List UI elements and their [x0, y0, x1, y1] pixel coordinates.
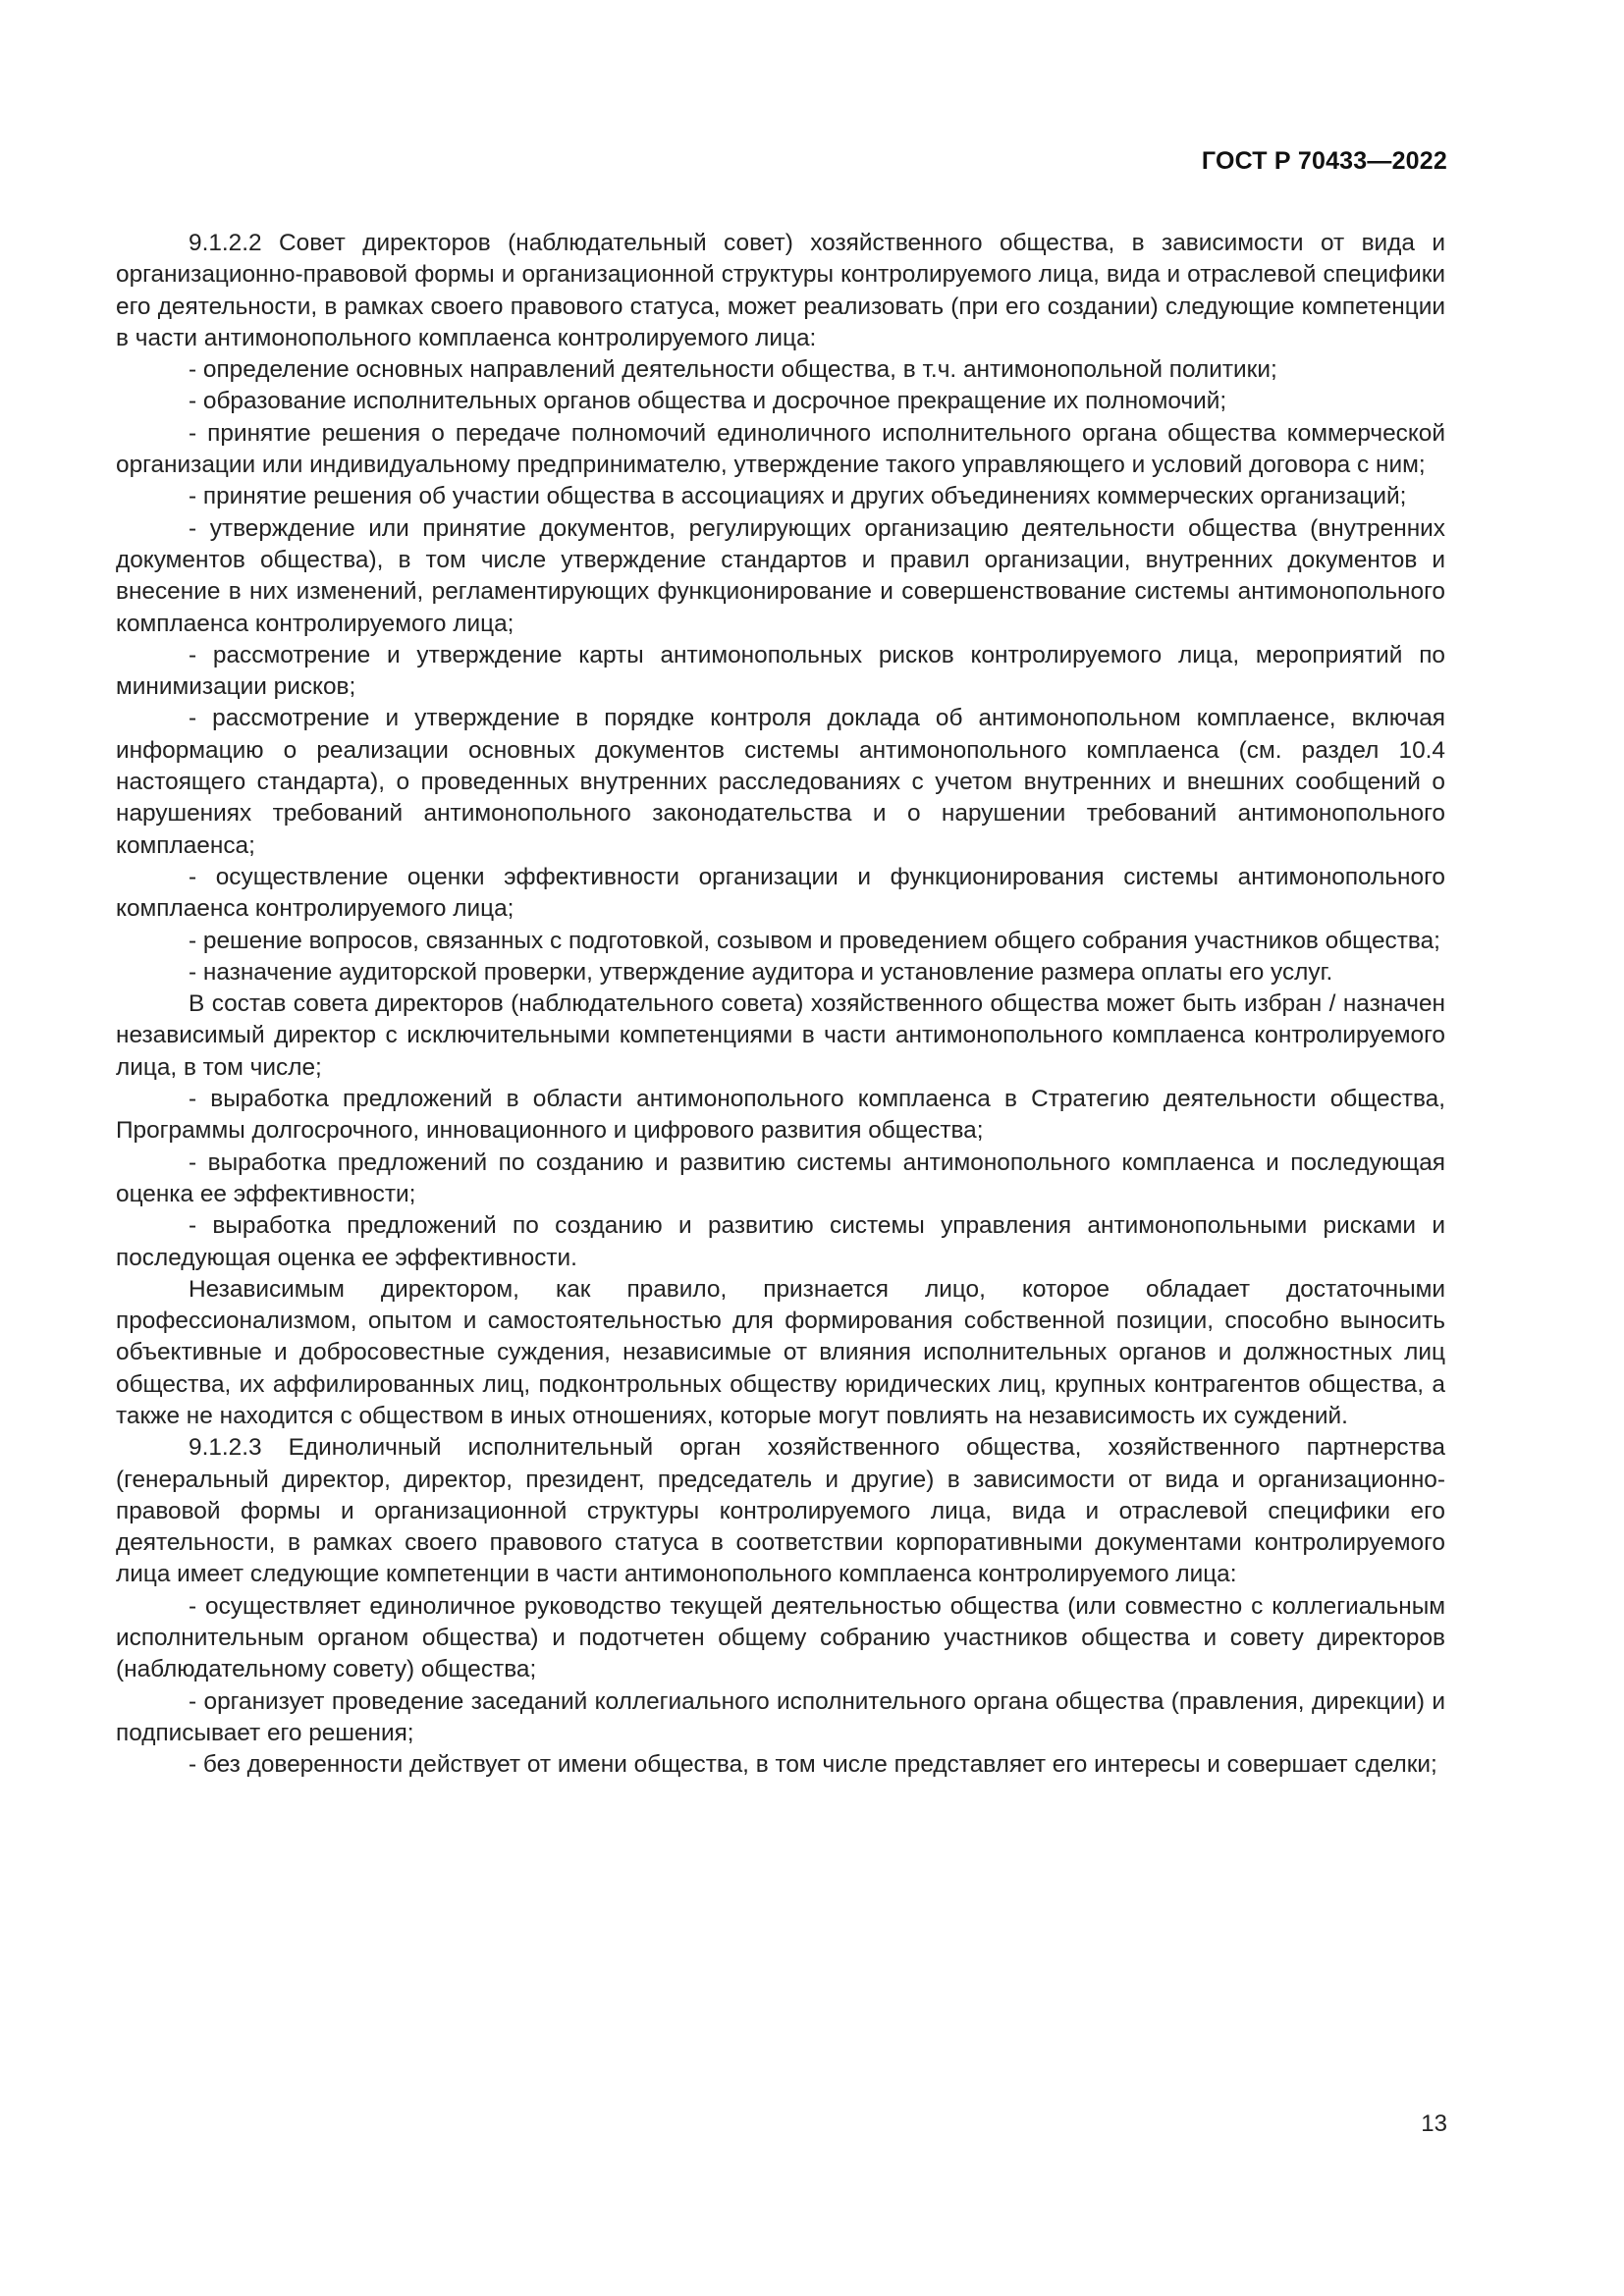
- list-item: - утверждение или принятие документов, регулирующих организацию деятельности общества (внутренних документов общества), в том числе утверждение стандартов и правил организации, внутренних документов и внесение в них изменений, регламентирующих функционирование и совершенствование системы антимонопольного комплаенса контролируемого лица;: [116, 514, 1445, 637]
- list-item: - рассмотрение и утверждение в порядке контроля доклада об антимонопольном комплаенсе, включая информацию о реализации основных документов системы антимонопольного комплаенса (см. раздел 10.4 настоящего стандарта), о проведенных внутренних расследованиях с учетом внутренних и внешних сообщений о нарушениях требований антимонопольного законодательства и о нарушении требований антимонопольного комплаенса;: [116, 705, 1445, 859]
- document-body: [116, 228, 1445, 1782]
- list-item: - без доверенности действует от имени общества, в том числе представляет его интересы и совершает сделки;: [189, 1751, 1437, 1779]
- paragraph: 9.1.2.2 Совет директоров (наблюдательный совет) хозяйственного общества, в зависимости от вида и организационно-правовой формы и организационной структуры контролируемого лица, вида и отраслевой специфики его деятельности, в рамках своего правового статуса, может реализовать (при его создании) следующие компетенции в части антимонопольного комплаенса контролируемого лица:: [116, 230, 1445, 351]
- paragraph: 9.1.2.3 Единоличный исполнительный орган хозяйственного общества, хозяйственного партнерства (генеральный директор, директор, президент, председатель и другие) в зависимости от вида и организационно-правовой формы и организационной структуры контролируемого лица, вида и отраслевой специфики его деятельности, в рамках своего правового статуса в соответствии корпоративными документами контролируемого лица имеет следующие компетенции в части антимонопольного комплаенса контролируемого лица:: [116, 1434, 1445, 1588]
- list-item: - решение вопросов, связанных с подготовкой, созывом и проведением общего собрания участников общества;: [189, 927, 1440, 954]
- list-item: - выработка предложений по созданию и развитию системы управления антимонопольными рисками и последующая оценка ее эффективности.: [116, 1212, 1445, 1271]
- list-item: - принятие решения о передаче полномочий единоличного исполнительного органа общества коммерческой организации или индивидуальному предпринимателю, утверждение такого управляющего и условий договора с ним;: [116, 419, 1445, 479]
- list-item: - организует проведение заседаний коллегиального исполнительного органа общества (правления, дирекции) и подписывает его решения;: [116, 1687, 1445, 1746]
- list-item: - осуществление оценки эффективности организации и функционирования системы антимонопольного комплаенса контролируемого лица;: [116, 863, 1445, 923]
- list-item: - определение основных направлений деятельности общества, в т.ч. антимонопольной политики;: [189, 356, 1277, 384]
- list-item: - образование исполнительных органов общества и досрочное прекращение их полномочий;: [189, 388, 1227, 415]
- document-code-header: ГОСТ Р 70433—2022: [1201, 147, 1447, 175]
- list-item: - назначение аудиторской проверки, утверждение аудитора и установление размера оплаты его услуг.: [189, 958, 1333, 986]
- paragraph: В состав совета директоров (наблюдательного совета) хозяйственного общества может быть избран / назначен независимый директор с исключительными компетенциями в части антимонопольного комплаенса контролируемого лица, в том числе;: [116, 990, 1445, 1081]
- page-number: 13: [1421, 2110, 1447, 2137]
- list-item: - принятие решения об участии общества в ассоциациях и других объединениях коммерческих организаций;: [189, 483, 1407, 510]
- paragraph: Независимым директором, как правило, признается лицо, которое обладает достаточными профессионализмом, опытом и самостоятельностью для формирования собственной позиции, способно выносить объективные и добросовестные суждения, независимые от влияния исполнительных органов и должностных лиц общества, их аффилированных лиц, подконтрольных обществу юридических лиц, крупных контрагентов общества, а также не находится с обществом в иных отношениях, которые могут повлиять на независимость их суждений.: [116, 1275, 1445, 1429]
- list-item: - выработка предложений по созданию и развитию системы антимонопольного комплаенса и последующая оценка ее эффективности;: [116, 1148, 1445, 1207]
- list-item: - выработка предложений в области антимонопольного комплаенса в Стратегию деятельности общества, Программы долгосрочного, инновационного и цифрового развития общества;: [116, 1086, 1445, 1145]
- list-item: - рассмотрение и утверждение карты антимонопольных рисков контролируемого лица, мероприятий по минимизации рисков;: [116, 641, 1445, 701]
- list-item: - осуществляет единоличное руководство текущей деятельностью общества (или совместно с коллегиальным исполнительным органом общества) и подотчетен общему собранию участников общества и совету директоров (наблюдательному совету) общества;: [116, 1592, 1445, 1683]
